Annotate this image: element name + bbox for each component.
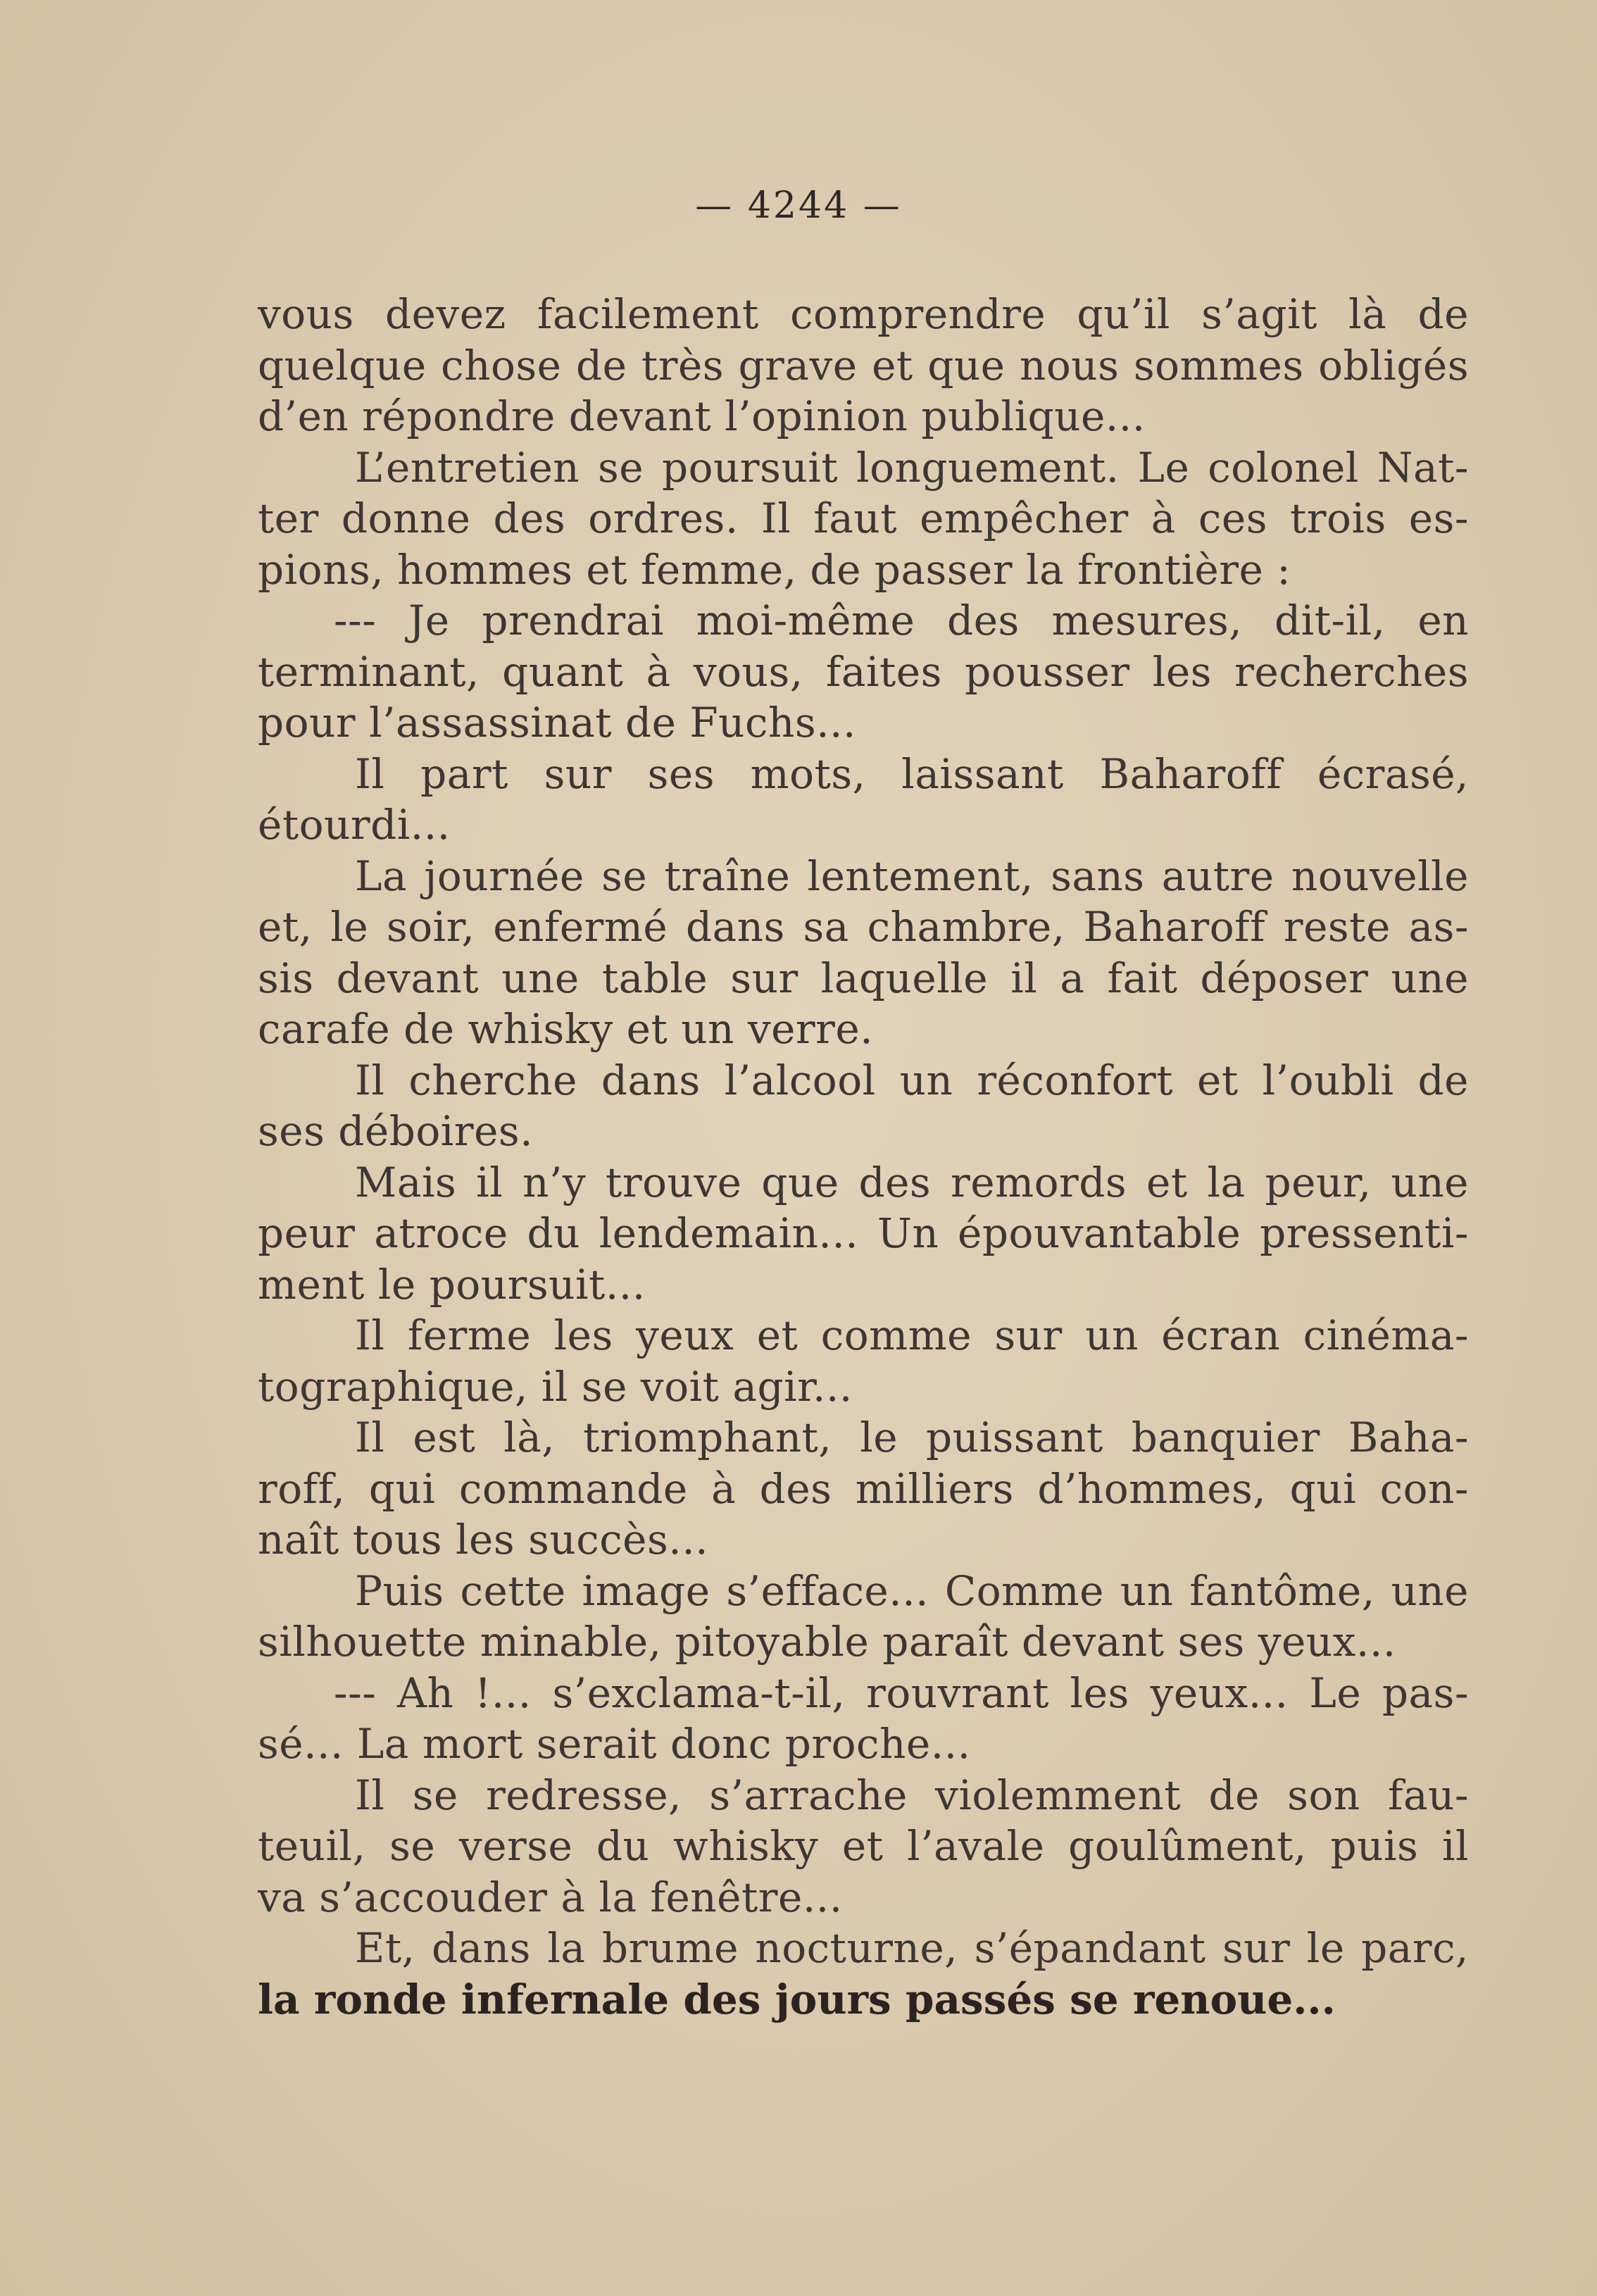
text-line: et, le soir, enfermé dans sa chambre, Baharoff reste as- — [258, 903, 1469, 951]
text-line: va s’accouder à la fenêtre... — [258, 1873, 843, 1921]
text-line: Il ferme les yeux et comme sur un écran cinéma- — [355, 1311, 1469, 1359]
text-line: naît tous les succès... — [258, 1516, 709, 1564]
text-line: Et, dans la brume nocturne, s’épandant sur le parc, — [355, 1924, 1469, 1972]
text-line: pour l’assassinat de Fuchs... — [258, 699, 856, 747]
text-line: Puis cette image s’efface... Comme un fantôme, une — [355, 1566, 1469, 1615]
text-line: Il est là, triomphant, le puissant banquier Baha- — [355, 1414, 1469, 1461]
text-line: L’entretien se poursuit longuement. Le colonel Nat- — [355, 443, 1469, 492]
page-number: — 4244 — — [695, 185, 902, 227]
text-line: Mais il n’y trouve que des remords et la peur, une — [355, 1158, 1469, 1206]
text-line: tographique, il se voit agir... — [258, 1362, 853, 1411]
text-line: roff, qui commande à des milliers d’hommes, qui con- — [258, 1464, 1469, 1513]
text-line: carafe de whisky et un verre. — [258, 1005, 874, 1053]
text-line: silhouette minable, pitoyable paraît devant ses yeux... — [258, 1618, 1396, 1666]
text-line: sis devant une table sur laquelle il a fait déposer une — [258, 954, 1469, 1002]
text-line: quelque chose de très grave et que nous sommes obligés — [258, 341, 1469, 389]
text-line: teuil, se verse du whisky et l’avale goulûment, puis il — [258, 1822, 1469, 1870]
text-line: la ronde infernale des jours passés se renoue... — [258, 1975, 1336, 2023]
text-line: Il cherche dans l’alcool un réconfort et l’oubli de — [355, 1056, 1469, 1104]
text-line: Il se redresse, s’arrache violemment de son fau- — [355, 1771, 1469, 1819]
text-line: d’en répondre devant l’opinion publique... — [258, 392, 1146, 440]
text-line: sé... La mort serait donc proche... — [258, 1720, 971, 1768]
body-text — [258, 289, 1469, 2025]
text-line: La journée se traîne lentement, sans autre nouvelle — [355, 851, 1469, 900]
text-line: --- Je prendrai moi-même des mesures, dit-il, en — [334, 597, 1469, 644]
text-line: --- Ah !... s’exclama-t-il, rouvrant les yeux... Le pas- — [334, 1668, 1469, 1717]
text-line: pions, hommes et femme, de passer la frontière : — [258, 545, 1291, 594]
text-line: ter donne des ordres. Il faut empêcher à ces trois es- — [258, 494, 1469, 542]
text-line: terminant, quant à vous, faites pousser les recherches — [258, 647, 1469, 696]
text-line: ses déboires. — [258, 1107, 534, 1155]
text-line: peur atroce du lendemain... Un épouvantable pressenti- — [258, 1209, 1469, 1257]
text-line: Il part sur ses mots, laissant Baharoff écrasé, — [355, 749, 1469, 798]
text-line: vous devez facilement comprendre qu’il s’agit là de — [258, 290, 1469, 338]
text-line: étourdi... — [258, 801, 451, 849]
text-line: ment le poursuit... — [258, 1260, 646, 1309]
